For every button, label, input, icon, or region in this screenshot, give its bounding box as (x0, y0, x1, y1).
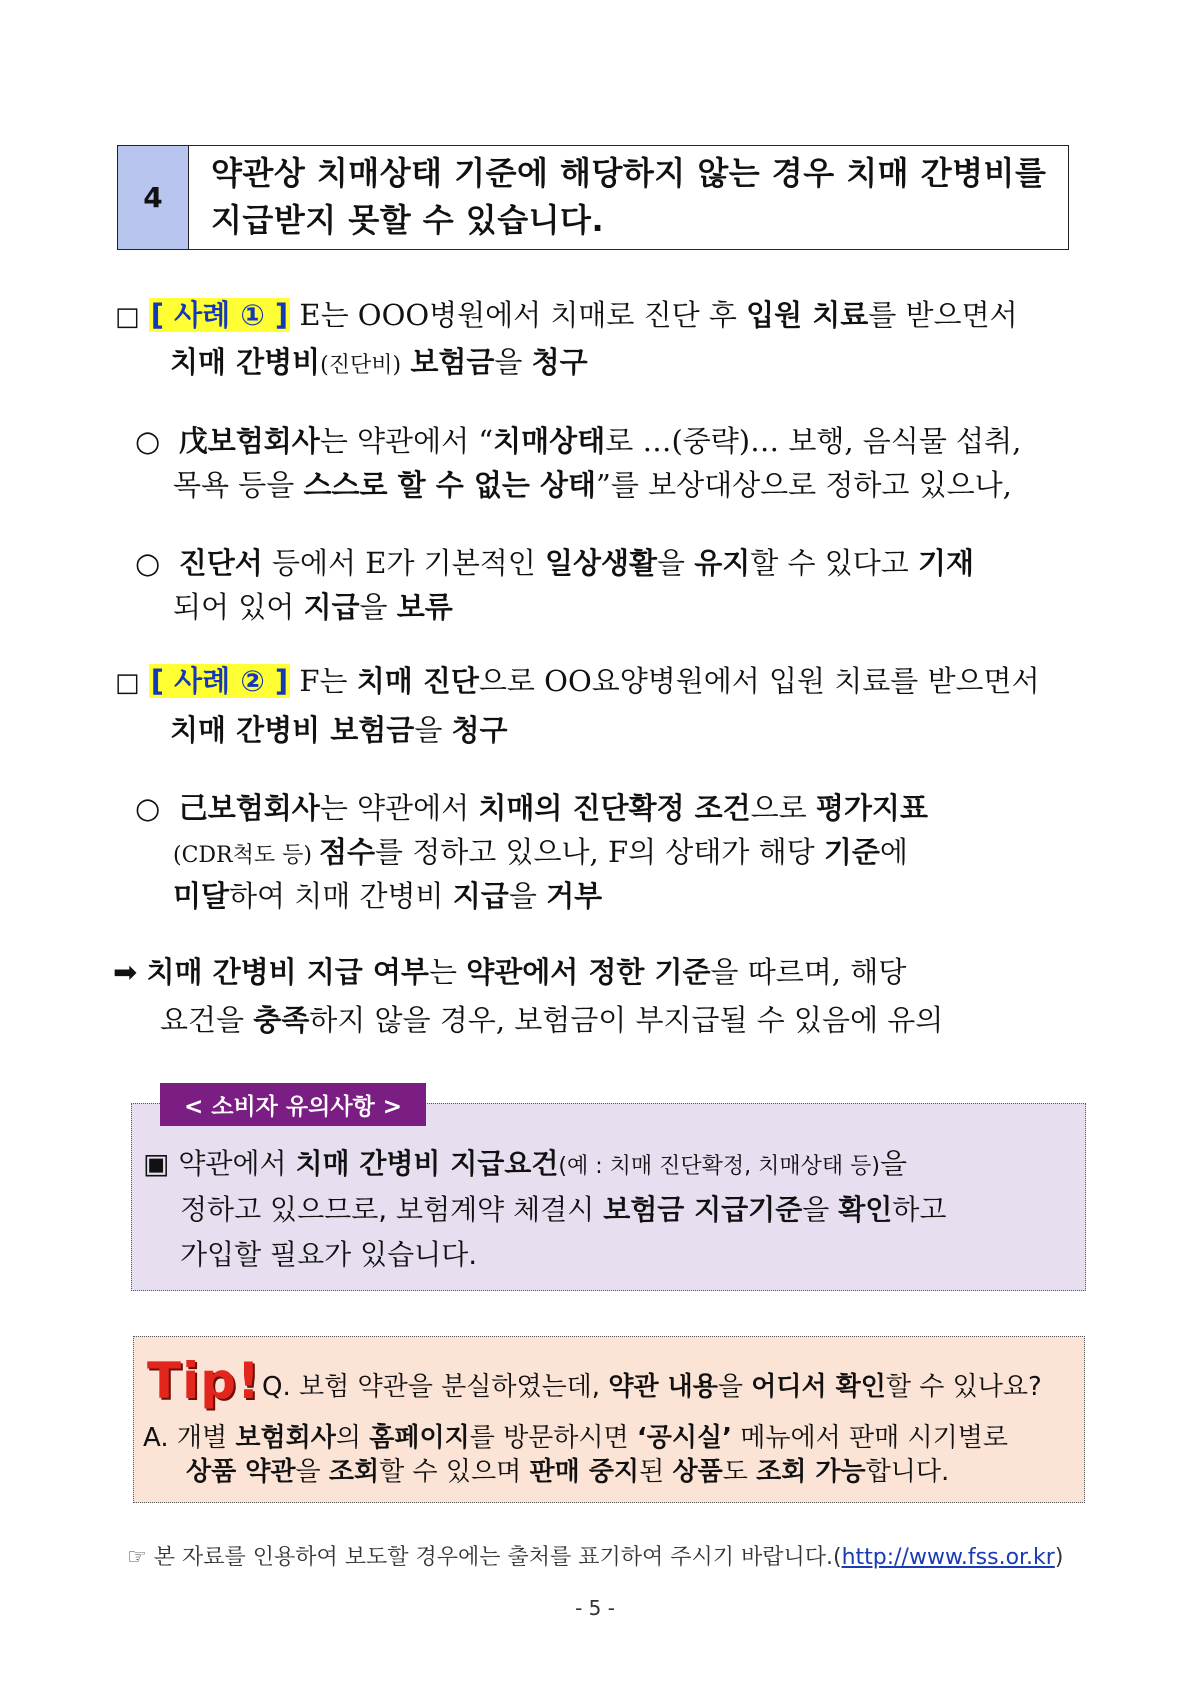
case2-line1: □ [ 사례 ② ] F는 치매 진단으로 OO요양병원에서 입원 치료를 받으면서 (115, 664, 1040, 698)
tip-logo: Tip! (147, 1352, 261, 1410)
tip-answer-line2: 상품 약관을 조회할 수 있으며 판매 중지된 상품도 조회 가능합니다. (186, 1457, 950, 1487)
consumer-note-line1: ▣ 약관에서 치매 간병비 지급요건(예 : 치매 진단확정, 치매상태 등)을 (143, 1147, 908, 1180)
arrow-icon: ➡ (113, 955, 138, 989)
case1-sub2-line2: 되어 있어 지급을 보류 (173, 590, 453, 624)
case1-line2: 치매 간병비(진단비) 보험금을 청구 (170, 345, 588, 379)
case2-line2: 치매 간병비 보험금을 청구 (170, 713, 508, 747)
conclusion-line2: 요건을 충족하지 않을 경우, 보험금이 부지급될 수 있음에 유의 (160, 1003, 944, 1037)
citation-note: ☞ 본 자료를 인용하여 보도할 경우에는 출처를 표기하여 주시기 바랍니다.(http://www.fss.or.kr) (127, 1545, 1064, 1570)
case1-line1: □ [ 사례 ① ] E는 OOO병원에서 치매로 진단 후 입원 치료를 받으면서 (115, 298, 1018, 332)
conclusion-line1: ➡ 치매 간병비 지급 여부는 약관에서 정한 기준을 따르며, 해당 (113, 955, 907, 989)
section-heading (117, 145, 1069, 250)
fss-link[interactable]: http://www.fss.or.kr (841, 1545, 1055, 1570)
case2-sub1-line3: 미달하여 치매 간병비 지급을 거부 (173, 879, 603, 913)
consumer-note-line2: 정하고 있으므로, 보험계약 체결시 보험금 지급기준을 확인하고 (180, 1193, 947, 1226)
section-number: 4 (118, 146, 189, 249)
case2-sub1-line2: (CDR척도 등) 점수를 정하고 있으나, F의 상태가 해당 기준에 (173, 835, 908, 869)
tip-answer-line1: A. 개별 보험회사의 홈페이지를 방문하시면 ‘공시실’ 메뉴에서 판매 시기별로 (143, 1423, 1008, 1453)
case1-tag: [ 사례 ① ] (150, 298, 289, 332)
case1-sub1-line2: 목욕 등을 스스로 할 수 없는 상태”를 보상대상으로 정하고 있으나, (173, 468, 1012, 502)
case1-sub1-line1: ○ 戊보험회사는 약관에서 “치매상태로 …(중략)… 보행, 음식물 섭취, (135, 424, 1022, 458)
case2-tag: [ 사례 ② ] (150, 664, 289, 698)
consumer-note-label: < 소비자 유의사항 > (160, 1083, 426, 1126)
tip-question: Q. 보험 약관을 분실하였는데, 약관 내용을 어디서 확인할 수 있나요? (262, 1372, 1042, 1402)
consumer-note-line3: 가입할 필요가 있습니다. (180, 1238, 478, 1271)
case1-sub2-line1: ○ 진단서 등에서 E가 기본적인 일상생활을 유지할 수 있다고 기재 (135, 546, 975, 580)
case2-sub1-line1: ○ 己보험회사는 약관에서 치매의 진단확정 조건으로 평가지표 (135, 791, 928, 825)
section-title: 약관상 치매상태 기준에 해당하지 않는 경우 치매 간병비를 지급받지 못할 수 있습니다. (211, 154, 1047, 239)
page-number: - 5 - (575, 1596, 615, 1620)
